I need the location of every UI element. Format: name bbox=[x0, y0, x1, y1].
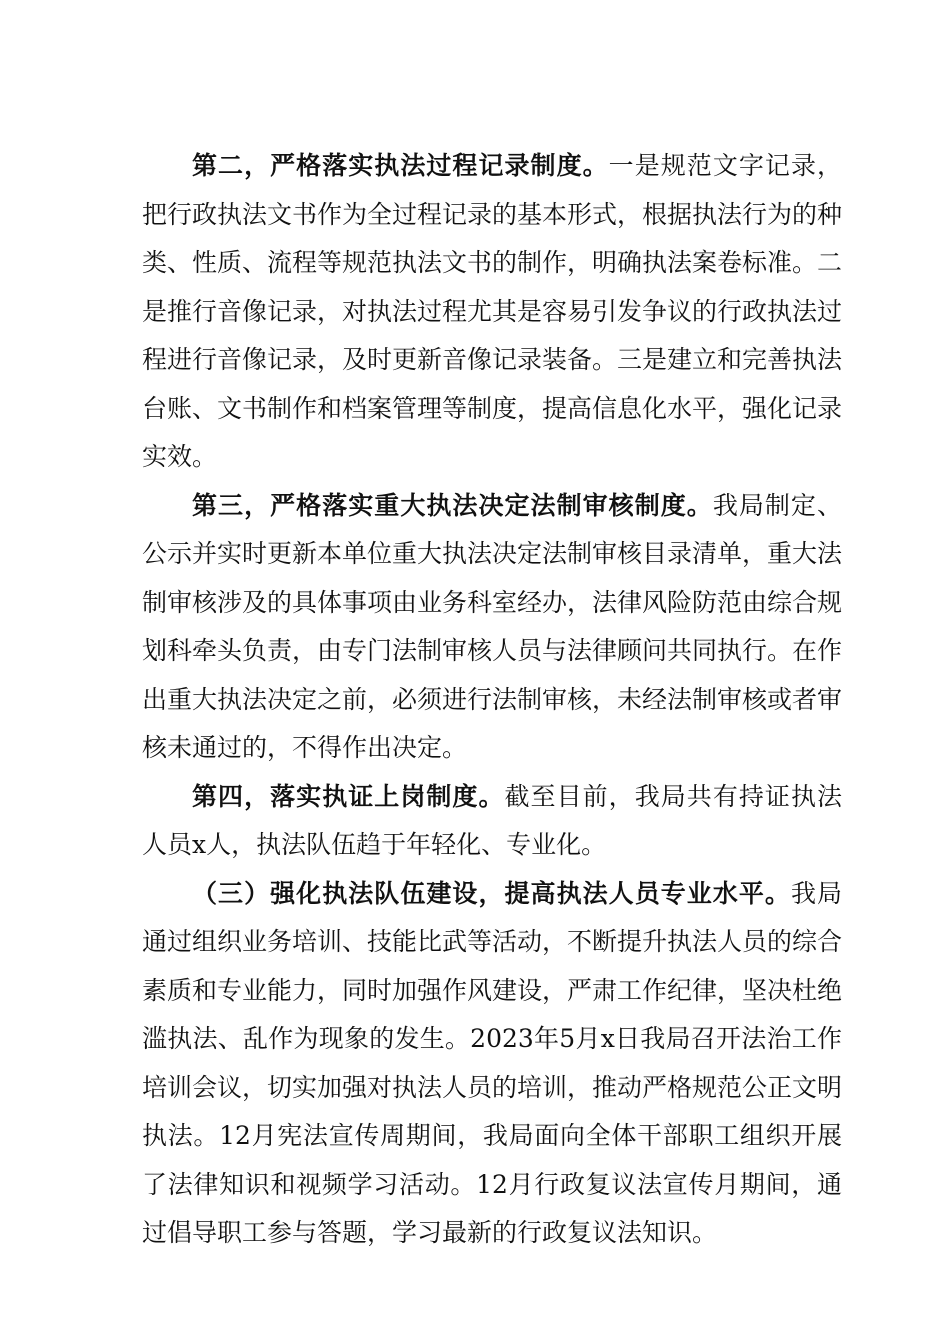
document-body bbox=[142, 142, 842, 1258]
paragraph-text: 一是规范文字记录，把行政执法文书作为全过程记录的基本形式，根据执法行为的种类、性质、流程等规范执法文书的制作，明确执法案卷标准。二是推行音像记录，对执法过程尤其是容易引发争议的行政执法过程进行音像记录，及时更新音像记录装备。三是建立和完善执法台账、文书制作和档案管理等制度，提高信息化水平，强化记录实效。 bbox=[142, 151, 843, 471]
paragraph-heading: 第四，落实执证上岗制度。 bbox=[192, 781, 505, 811]
paragraph-legal-review bbox=[142, 482, 842, 773]
paragraph-record-system bbox=[142, 142, 842, 482]
paragraph-heading: 第二，严格落实执法过程记录制度。 bbox=[192, 151, 609, 180]
paragraph-heading: （三）强化执法队伍建设，提高执法人员专业水平。 bbox=[192, 878, 791, 908]
paragraph-heading: 第三，严格落实重大执法决定法制审核制度。 bbox=[192, 490, 713, 520]
paragraph-certified-duty bbox=[142, 773, 842, 870]
paragraph-text: 截至目前，我局共有持证执法人员x人，执法队伍趋于年轻化、专业化。 bbox=[142, 781, 842, 859]
paragraph-text: 我局制定、公示并实时更新本单位重大执法决定法制审核目录清单，重大法制审核涉及的具体事项由业务科室经办，法律风险防范由综合规划科牵头负责，由专门法制审核人员与法律顾问共同执行。在作出重大执法决定之前，必须进行法制审核，未经法制审核或者审核未通过的，不得作出决定。 bbox=[142, 490, 843, 762]
paragraph-text: 我局通过组织业务培训、技能比武等活动，不断提升执法人员的综合素质和专业能力，同时加强作风建设，严肃工作纪律，坚决杜绝滥执法、乱作为现象的发生。2023年5月x日我局召开法治工作培训会议，切实加强对执法人员的培训，推动严格规范公正文明执法。12月宪法宣传周期间，我局面向全体干部职工组织开展了法律知识和视频学习活动。12月行政复议法宣传月期间，通过倡导职工参与答题，学习最新的行政复议法知识。 bbox=[142, 878, 843, 1247]
paragraph-team-building bbox=[142, 870, 842, 1258]
